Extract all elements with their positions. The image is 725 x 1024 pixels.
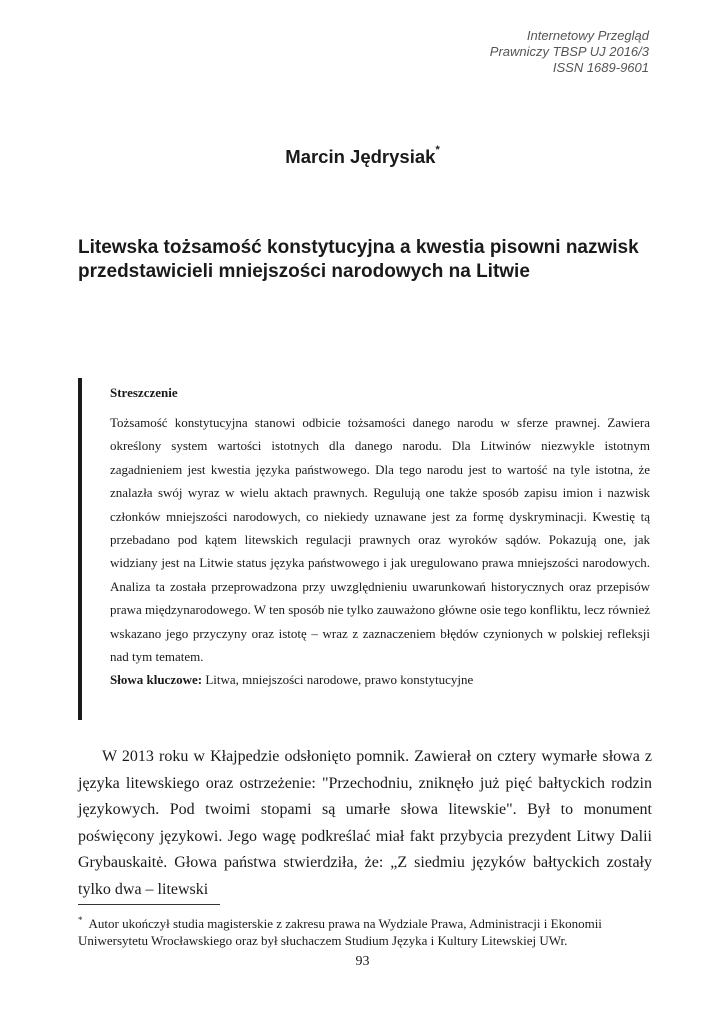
footnote-divider: [78, 904, 220, 905]
author-footnote-mark: *: [435, 143, 440, 156]
journal-header: [490, 28, 649, 76]
abstract-box: [78, 378, 656, 720]
journal-name-line1: Internetowy Przegląd: [526, 28, 649, 43]
keywords-value: Litwa, mniejszości narodowe, prawo konstytucyjne: [205, 672, 474, 688]
author-name: Marcin Jędrysiak: [285, 146, 436, 167]
journal-issn: ISSN 1689-9601: [552, 60, 649, 75]
article-title: Litewska tożsamość konstytucyjna a kwestia pisowni nazwisk przedstawicieli mniejszości narodowych na Litwie: [78, 237, 639, 282]
author-name-block: [0, 143, 725, 168]
journal-name-line2: Prawniczy TBSP UJ 2016/3: [489, 44, 649, 59]
body-paragraph: W 2013 roku w Kłajpedzie odsłonięto pomnik. Zawierał on cztery wymarłe słowa z języka litewskiego oraz ostrzeżenie: "Przechodniu, zniknęło już pięć bałtyckich rodzin językowych. Pod twoimi stopami są umarłe słowa litewskie". Był to monument poświęcony językowi. Jego wagę podkreślać miał fakt przybycia prezydent Litwy Dalii Grybauskaitė. Głowa państwa stwierdziła, że: „Z siedmiu języków bałtyckich zostały tylko dwa – litewski: [78, 748, 652, 898]
footnote-text: Autor ukończył studia magisterskie z zakresu prawa na Wydziale Prawa, Administracji i Ekonomii Uniwersytetu Wrocławskiego oraz był słuchaczem Studium Języka i Kultury Litewskiej UWr.: [78, 916, 602, 949]
keywords-label: Słowa kluczowe:: [110, 672, 203, 688]
keywords-line: [110, 672, 650, 688]
footnote-mark: *: [78, 915, 83, 925]
abstract-text: Tożsamość konstytucyjna stanowi odbicie tożsamości danego narodu w sferze prawnej. Zawiera określony system wartości istotnych dla danego narodu. Dla Litwinów niezwykle istotnym zagadnieniem jest kwestia języka państwowego. Dla tego narodu jest to wartość na tyle istotna, że znalazła swój wyraz w wielu aktach prawnych. Regulują one także sposób zapisu imion i nazwisk członków mniejszości narodowych, co niekiedy uznawane jest za formę dyskryminacji. Kwestię tą przebadano pod kątem litewskich regulacji prawnych oraz wyroków sądów. Pokazują one, jak widziany jest na Litwie status języka państwowego i jak uregulowano prawa mniejszości narodowych. Analiza ta została przeprowadzona przy uwzględnieniu uwarunkowań historycznych oraz przepisów prawa międzynarodowego. W ten sposób nie tylko zauważono główne osie tego konfliktu, lecz również wskazano jego przyczyny oraz istotę – wraz z zaznaczeniem błędów czynionych w polskiej refleksji nad tym tematem.: [110, 415, 650, 665]
page-number: 93: [355, 954, 370, 969]
footnote: [78, 912, 652, 949]
abstract-heading: Streszczenie: [110, 385, 178, 400]
